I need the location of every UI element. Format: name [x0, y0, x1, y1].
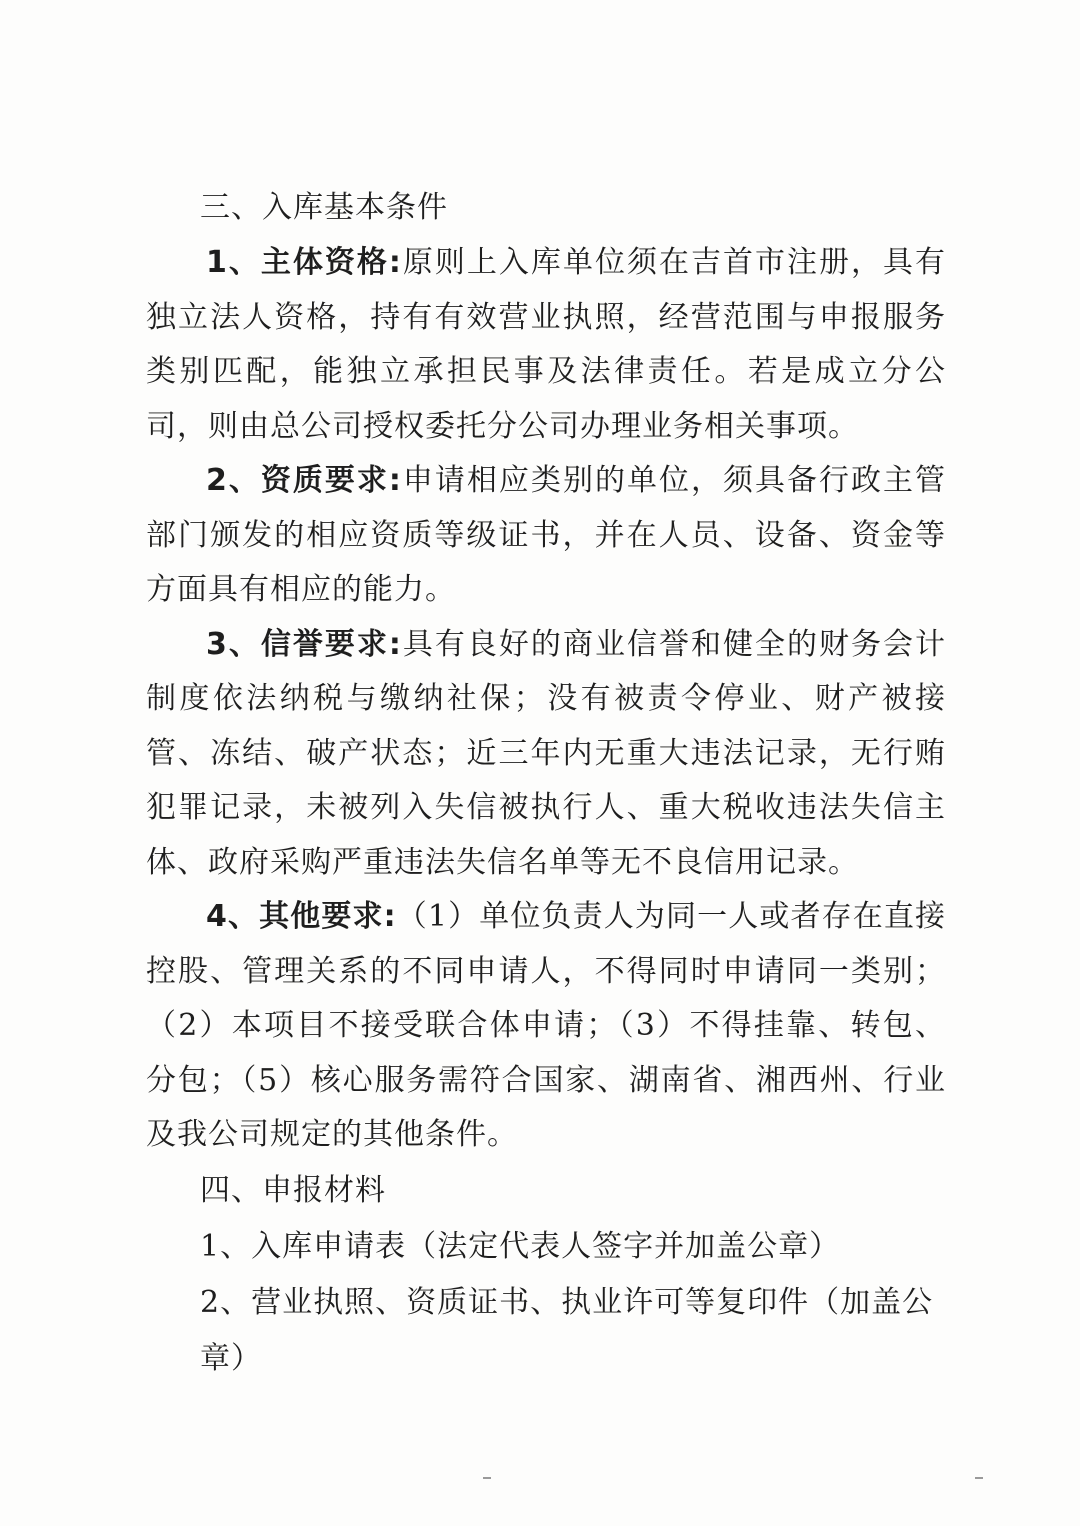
condition-credit-requirements: [146, 618, 946, 891]
condition-text: 具有良好的商业信誉和健全的财务会计制度依法纳税与缴纳社保；没有被责令停业、财产被接管、冻结、破产状态；近三年内无重大违法记录，无行贿犯罪记录，未被列入失信被执行人、重大税收违法失信主体、政府采购严重违法失信名单等无不良信用记录。: [146, 626, 946, 880]
condition-text: （1）单位负责人为同一人或者存在直接控股、管理关系的不同申请人，不得同时申请同一类别；（2）本项目不接受联合体申请；（3）不得挂靠、转包、分包；（5）核心服务需符合国家、湖南省、湘西州、行业及我公司规定的其他条件。: [146, 899, 947, 1152]
scan-mark: [483, 1477, 491, 1479]
section-heading-application-materials: 四、申报材料: [200, 1172, 386, 1208]
condition-other-requirements: [146, 890, 946, 1163]
material-item: 1、入库申请表（法定代表人签字并加盖公章）: [200, 1228, 841, 1264]
section-heading-basic-conditions: 三、入库基本条件: [200, 190, 448, 225]
document-body: [146, 180, 946, 1387]
condition-label: 3、信誉要求:: [206, 626, 402, 662]
condition-qualification-requirements: [146, 454, 946, 618]
condition-text: 原则上入库单位须在吉首市注册，具有独立法人资格，持有有效营业执照，经营范围与申报服务类别匹配，能独立承担民事及法律责任。若是成立分公司，则由总公司授权委托分公司办理业务相关事项。: [146, 245, 946, 444]
condition-label: 1、主体资格:: [206, 245, 402, 280]
condition-label: 4、其他要求:: [206, 899, 397, 934]
scan-mark: [975, 1477, 983, 1479]
material-item: 2、营业执照、资质证书、执业许可等复印件（加盖公章）: [200, 1284, 934, 1376]
condition-label: 2、资质要求:: [206, 463, 402, 498]
condition-subject-qualification: [146, 236, 946, 454]
condition-text: 申请相应类别的单位，须具备行政主管部门颁发的相应资质等级证书，并在人员、设备、资金等方面具有相应的能力。: [146, 463, 946, 607]
